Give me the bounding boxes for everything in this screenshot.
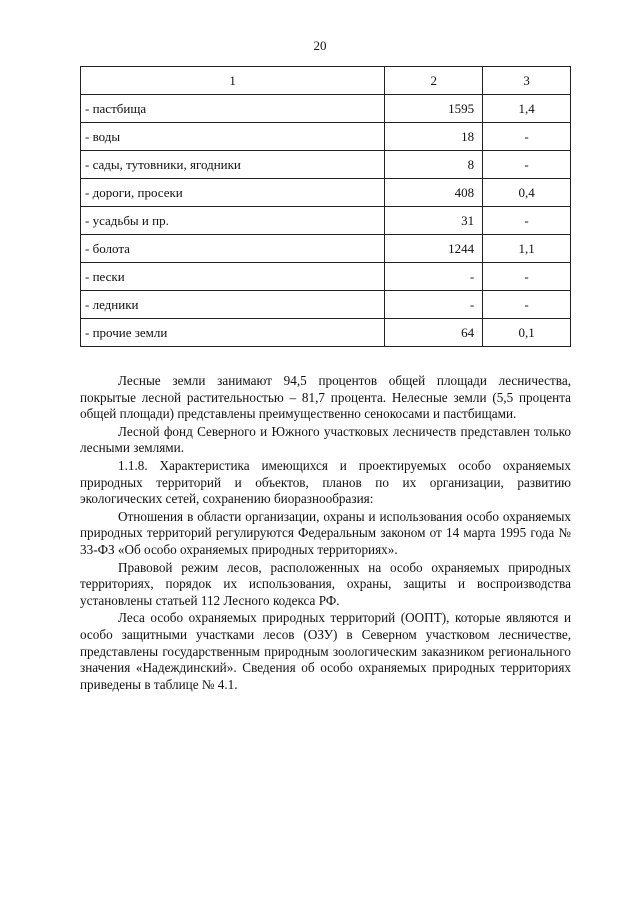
table-header-cell: 3	[483, 67, 571, 95]
row-area: 8	[385, 151, 483, 179]
row-area: -	[385, 263, 483, 291]
paragraph: Правовой режим лесов, расположенных на особо охраняемых природных территориях, порядок их использования, охраны, защиты и воспроизводства установлены статьей 112 Лесного кодекса РФ.	[80, 559, 571, 608]
row-name: - ледники	[81, 291, 385, 319]
row-name: - пастбища	[81, 95, 385, 123]
row-percent: 1,1	[483, 235, 571, 263]
table-header-row	[81, 67, 571, 95]
row-percent: -	[483, 263, 571, 291]
table-row	[81, 319, 571, 347]
paragraph: Леса особо охраняемых природных территорий (ООПТ), которые являются и особо защитными участками лесов (ОЗУ) в Северном участковом лесничестве, представлены государственным природным зоологическим заказником регионального значения «Надеждинский». Сведения об особо охраняемых природных территориях приведены в таблице № 4.1.	[80, 610, 571, 692]
row-name: - прочие земли	[81, 319, 385, 347]
row-percent: 0,1	[483, 319, 571, 347]
row-name: - пески	[81, 263, 385, 291]
row-area: 31	[385, 207, 483, 235]
row-name: - болота	[81, 235, 385, 263]
table-header-cell: 2	[385, 67, 483, 95]
row-percent: -	[483, 207, 571, 235]
row-area: 64	[385, 319, 483, 347]
table-header-cell: 1	[81, 67, 385, 95]
table-row	[81, 95, 571, 123]
row-name: - дороги, просеки	[81, 179, 385, 207]
table-row	[81, 179, 571, 207]
row-name: - сады, тутовники, ягодники	[81, 151, 385, 179]
row-name: - воды	[81, 123, 385, 151]
row-area: 408	[385, 179, 483, 207]
row-percent: -	[483, 291, 571, 319]
row-percent: -	[483, 123, 571, 151]
row-area: 18	[385, 123, 483, 151]
row-percent: 0,4	[483, 179, 571, 207]
table-row	[81, 151, 571, 179]
row-percent: -	[483, 151, 571, 179]
row-percent: 1,4	[483, 95, 571, 123]
table-row	[81, 235, 571, 263]
land-category-table	[80, 66, 571, 347]
row-area: 1595	[385, 95, 483, 123]
paragraph: 1.1.8. Характеристика имеющихся и проектируемых особо охраняемых природных территорий и объектов, планов по их организации, развитию экологических сетей, сохранению биоразнообразия:	[80, 457, 571, 507]
row-area: -	[385, 291, 483, 319]
row-area: 1244	[385, 235, 483, 263]
table-row	[81, 207, 571, 235]
page-number: 20	[313, 38, 327, 53]
body-text	[80, 373, 571, 694]
paragraph: Лесной фонд Северного и Южного участковых лесничеств представлен только лесными землями.	[80, 423, 571, 456]
table-row	[81, 291, 571, 319]
paragraph: Отношения в области организации, охраны и использования особо охраняемых природных территорий регулируются Федеральным законом от 14 марта 1995 года № 33-ФЗ «Об особо охраняемых природных территориях».	[80, 508, 571, 557]
table-row	[81, 263, 571, 291]
row-name: - усадьбы и пр.	[81, 207, 385, 235]
paragraph: Лесные земли занимают 94,5 процентов общей площади лесничества, покрытые лесной растительностью – 81,7 процента. Нелесные земли (5,5 процента общей площади) представлены преимущественно сенокосами и пастбищами.	[80, 373, 571, 422]
table-row	[81, 123, 571, 151]
